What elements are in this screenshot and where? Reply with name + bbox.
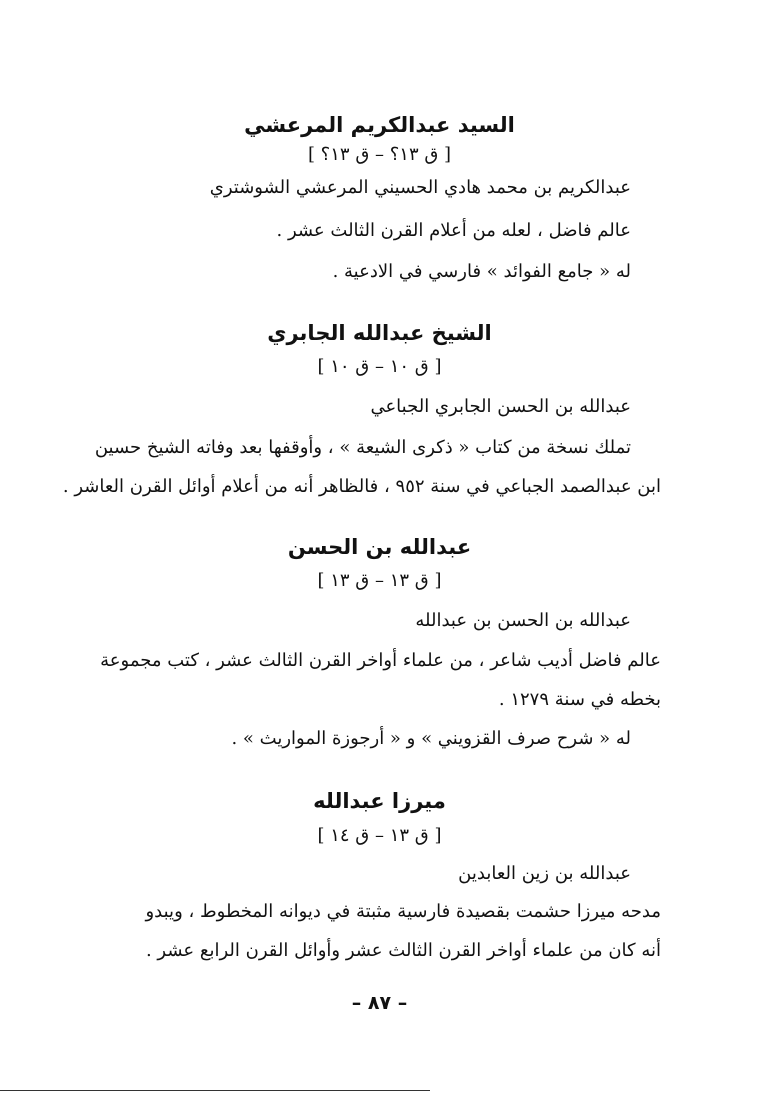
entry-line: له « جامع الفوائد » فارسي في الادعية . — [332, 261, 631, 282]
entry-line: بخطه في سنة ١٢٧٩ . — [498, 689, 661, 710]
footer-rule — [0, 1090, 430, 1091]
entry-line: عبدالله بن الحسن بن عبدالله — [415, 610, 631, 631]
entry-line: ابن عبدالصمد الجباعي في سنة ٩٥٢ ، فالظاهر أنه من أعلام أوائل القرن العاشر . — [62, 476, 661, 497]
entry-dates: [ ق ١٣ – ق ١٤ ] — [317, 825, 442, 846]
entry-title: الشيخ عبدالله الجابري — [267, 321, 492, 345]
entry-line: عالم فاضل ، لعله من أعلام القرن الثالث عشر . — [276, 220, 631, 241]
entry-line: عبدالله بن الحسن الجابري الجباعي — [370, 396, 631, 417]
entry-line: مدحه ميرزا حشمت بقصيدة فارسية مثبتة في ديوانه المخطوط ، ويبدو — [145, 901, 661, 922]
entry-line: عبدالكريم بن محمد هادي الحسيني المرعشي الشوشتري — [209, 177, 631, 198]
entry-dates: [ ق ١٣؟ – ق ١٣؟ ] — [307, 144, 452, 165]
entry-line: تملك نسخة من كتاب « ذكرى الشيعة » ، وأوقفها بعد وفاته الشيخ حسين — [94, 437, 631, 458]
entry-line: أنه كان من علماء أواخر القرن الثالث عشر وأوائل القرن الرابع عشر . — [145, 940, 661, 961]
entry-line: عبدالله بن زين العابدين — [458, 863, 631, 884]
entry-dates: [ ق ١٠ – ق ١٠ ] — [317, 356, 442, 377]
entry-title: عبدالله بن الحسن — [287, 535, 472, 559]
entry-line: له « شرح صرف القزويني » و « أرجوزة المواريث » . — [231, 728, 631, 749]
entry-title: ميرزا عبدالله — [313, 789, 446, 813]
page-number: – ٨٧ – — [351, 992, 408, 1014]
entry-dates: [ ق ١٣ – ق ١٣ ] — [317, 570, 442, 591]
entry-line: عالم فاضل أديب شاعر ، من علماء أواخر القرن الثالث عشر ، كتب مجموعة — [100, 650, 661, 671]
entry-title: السيد عبدالكريم المرعشي — [244, 113, 515, 137]
